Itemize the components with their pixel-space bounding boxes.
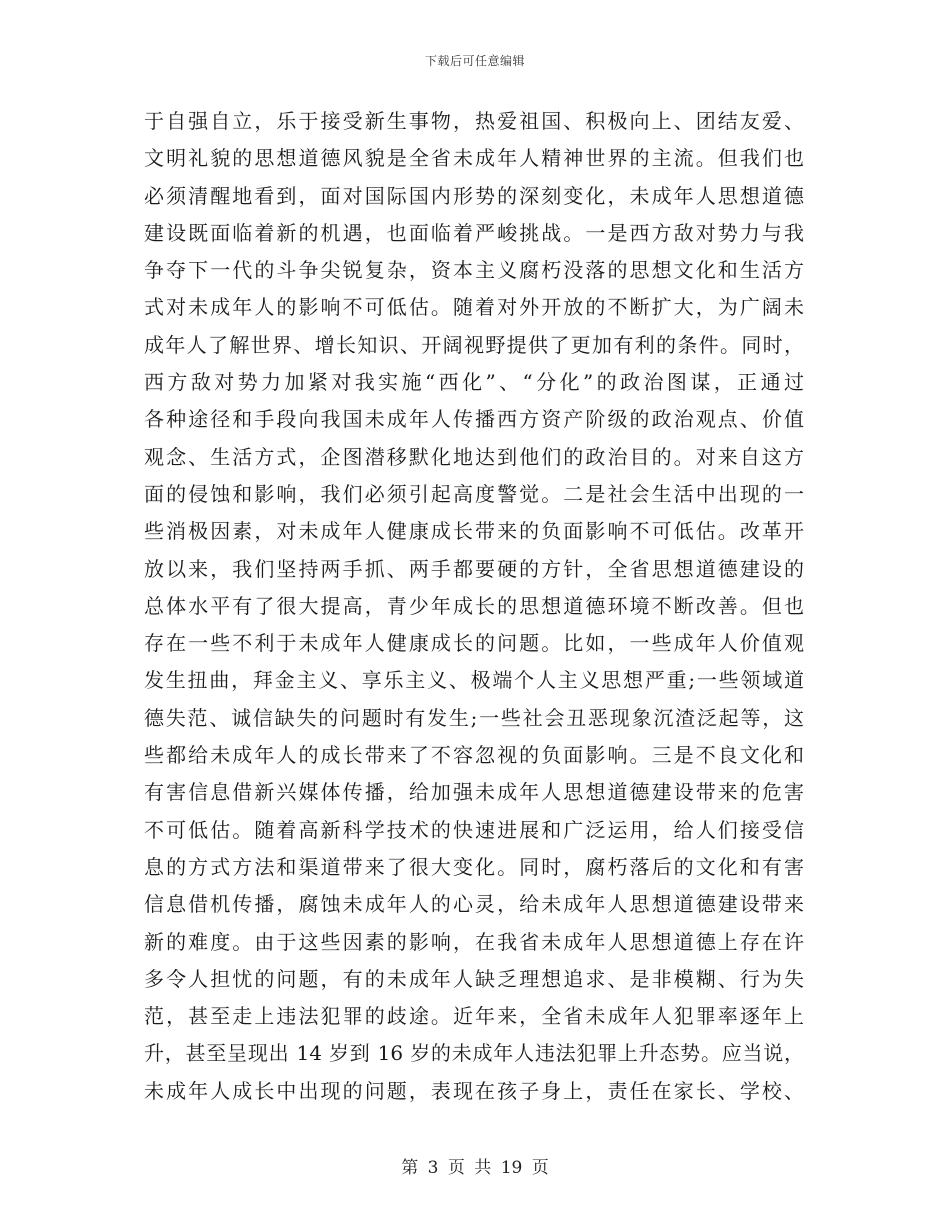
text-line: 升，甚至呈现出 14 岁到 16 岁的未成年人违法犯罪上升态势。应当说， <box>144 1041 804 1066</box>
text-line: 面的侵蚀和影响，我们必须引起高度警觉。二是社会生活中出现的一 <box>144 481 804 506</box>
text-line: 各种途径和手段向我国未成年人传播西方资产阶级的政治观点、价值 <box>144 407 804 432</box>
text-line: 发生扭曲，拜金主义、享乐主义、极端个人主义思想严重;一些领域道 <box>144 668 804 693</box>
text-line: 建设既面临着新的机遇，也面临着严峻挑战。一是西方敌对势力与我 <box>144 220 804 245</box>
text-line: 些都给未成年人的成长带来了不容忽视的负面影响。三是不良文化和 <box>144 743 804 768</box>
document-body <box>144 103 804 1110</box>
page-number: 第 3 页 共 19 页 <box>401 1158 549 1178</box>
text-line: 放以来，我们坚持两手抓、两手都要硬的方针，全省思想道德建设的 <box>144 556 804 581</box>
text-line: 存在一些不利于未成年人健康成长的问题。比如，一些成年人价值观 <box>144 631 804 656</box>
text-line: 范，甚至走上违法犯罪的歧途。近年来，全省未成年人犯罪率逐年上 <box>144 1004 804 1029</box>
text-line: 新的难度。由于这些因素的影响，在我省未成年人思想道德上存在许 <box>144 929 804 954</box>
text-line: 西方敌对势力加紧对我实施“西化”、“分化”的政治图谋，正通过 <box>144 370 804 395</box>
text-line: 信息借机传播，腐蚀未成年人的心灵，给未成年人思想道德建设带来 <box>144 892 804 917</box>
text-line: 多令人担忧的问题，有的未成年人缺乏理想追求、是非模糊、行为失 <box>144 966 804 991</box>
text-line: 观念、生活方式，企图潜移默化地达到他们的政治目的。对来自这方 <box>144 444 804 469</box>
text-line: 争夺下一代的斗争尖锐复杂，资本主义腐朽没落的思想文化和生活方 <box>144 258 804 283</box>
text-line: 有害信息借新兴媒体传播，给加强未成年人思想道德建设带来的危害 <box>144 780 804 805</box>
text-line: 未成年人成长中出现的问题，表现在孩子身上，责任在家长、学校、 <box>144 1078 804 1103</box>
text-line: 些消极因素，对未成年人健康成长带来的负面影响不可低估。改革开 <box>144 519 804 544</box>
text-line: 成年人了解世界、增长知识、开阔视野提供了更加有利的条件。同时， <box>144 332 804 357</box>
text-line: 式对未成年人的影响不可低估。随着对外开放的不断扩大，为广阔未 <box>144 295 804 320</box>
text-line: 于自强自立，乐于接受新生事物，热爱祖国、积极向上、团结友爱、 <box>144 109 804 133</box>
text-line: 不可低估。随着高新科学技术的快速进展和广泛运用，给人们接受信 <box>144 817 804 842</box>
page-header: 下载后可任意编辑 <box>424 54 525 68</box>
text-line: 息的方式方法和渠道带来了很大变化。同时，腐朽落后的文化和有害 <box>144 854 804 879</box>
text-line: 必须清醒地看到，面对国际国内形势的深刻变化，未成年人思想道德 <box>144 183 804 208</box>
text-line: 总体水平有了很大提高，青少年成长的思想道德环境不断改善。但也 <box>144 593 804 618</box>
text-line: 德失范、诚信缺失的问题时有发生;一些社会丑恶现象沉渣泛起等，这 <box>144 705 804 730</box>
text-line: 文明礼貌的思想道德风貌是全省未成年人精神世界的主流。但我们也 <box>144 146 804 171</box>
